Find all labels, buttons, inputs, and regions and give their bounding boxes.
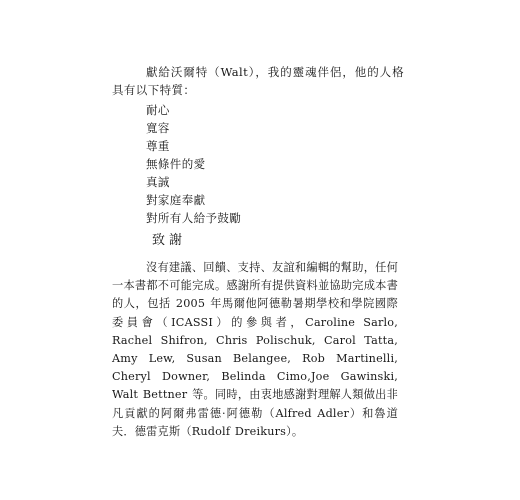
dedication-section	[112, 63, 404, 227]
acknowledgements-body: 沒有建議、回饋、支持、友誼和編輯的幫助，任何一本書都不可能完成。感謝所有提供資料並協助完成本書的人，包括 2005 年馬爾他阿德勒暑期學校和學院國際委員會（ICASSI）的參與者，Caroline Sarlo, Rachel Shifron, Chris Polischuk, Carol Tatta, Amy Lew, Susan Belangee, Rob Martinelli, Cheryl Downer, Belinda Cimo,Joe Gawinski, Walt Bettner 等。同時，由衷地感謝對理解人類做出非凡貢獻的阿爾弗雷德·阿德勒（Alfred Adler）和魯道夫．德雷克斯（Rudolf Dreikurs）。	[112, 261, 398, 438]
trait-item: 真誠	[146, 175, 170, 189]
trait-item: 對所有人給予鼓勵	[146, 211, 242, 225]
trait-item: 無條件的愛	[146, 157, 206, 171]
acknowledgements-title: 致謝	[152, 233, 187, 248]
dedication-intro: 獻給沃爾特（Walt），我的靈魂伴侶，他的人格具有以下特質：	[112, 65, 404, 97]
trait-item: 對家庭奉獻	[146, 193, 206, 207]
trait-item: 寬容	[146, 121, 170, 135]
trait-list	[112, 101, 404, 227]
trait-item: 耐心	[146, 103, 170, 117]
trait-item: 尊重	[146, 139, 170, 153]
